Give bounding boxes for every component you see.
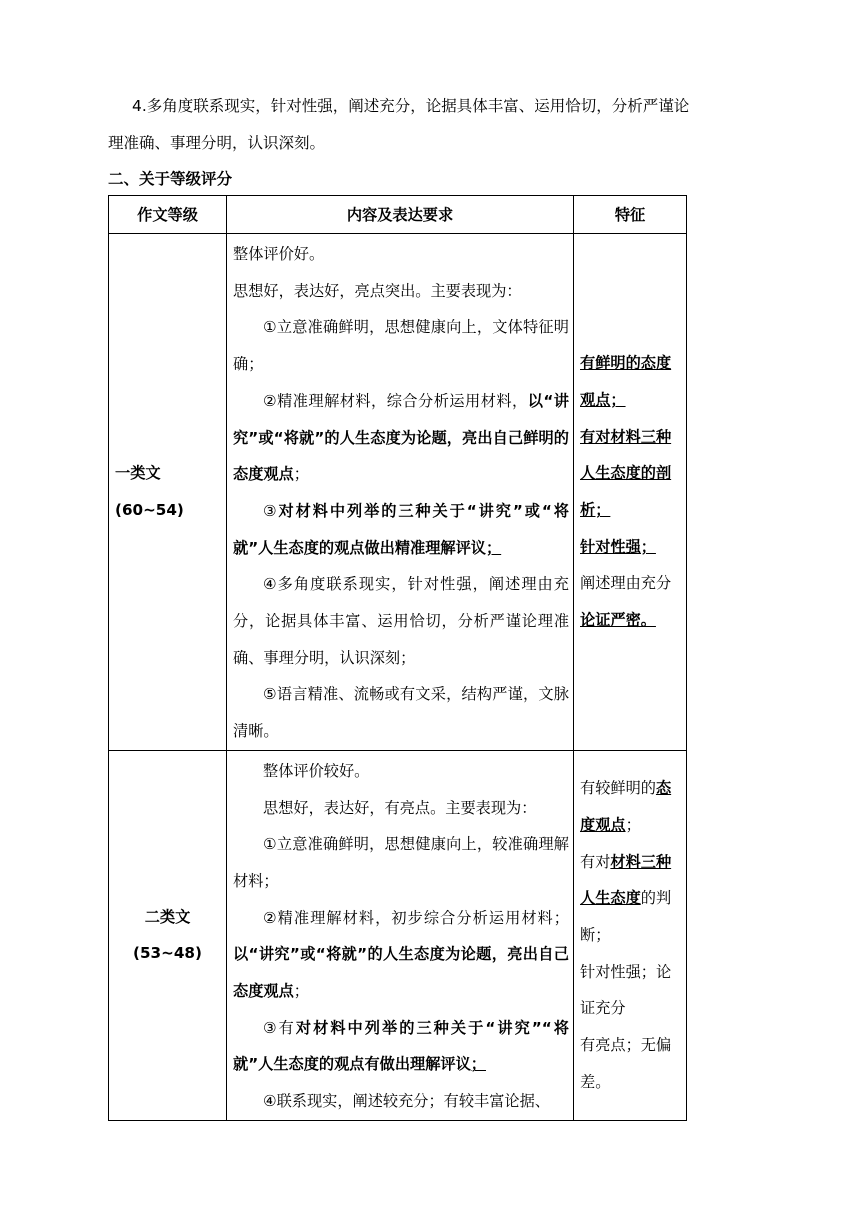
grading-table xyxy=(108,195,687,1121)
intro-line-2: 理准确、事理分明，认识深刻。 xyxy=(108,134,326,152)
section-heading: 二、关于等级评分 xyxy=(108,170,233,188)
req-item-2: ②精准理解材料，综合分析运用材料，以“讲究”或“将就”的人生态度为论题，亮出自己鲜明的态度观点； xyxy=(233,391,569,484)
header-features: 特征 xyxy=(574,196,687,234)
feature-4: 阐述理由充分 xyxy=(580,574,672,593)
grade-label: 二类文 xyxy=(144,907,191,926)
features-cell xyxy=(574,750,687,1120)
req-item-1: ①立意准确鲜明，思想健康向上，较准确理解材料； xyxy=(233,835,569,890)
table-header-row xyxy=(109,196,687,234)
req-item-3: ③有对材料中列举的三种关于“讲究”“将就”人生态度的观点有做出理解评议； xyxy=(233,1018,569,1074)
overall-text: 整体评价好。 xyxy=(233,245,325,263)
header-requirements: 内容及表达要求 xyxy=(227,196,574,234)
feature-3: 针对性强； xyxy=(580,537,656,556)
feature-1: 有较鲜明的态度观点； xyxy=(580,779,672,834)
feature-3: 针对性强；论证充分 xyxy=(580,962,672,1018)
req-item-2: ②精准理解材料，初步综合分析运用材料；以“讲究”或“将就”的人生态度为论题，亮出自己态度观点； xyxy=(233,908,569,1001)
table-row xyxy=(109,234,687,751)
grade-cell xyxy=(109,234,227,751)
feature-2: 有对材料三种人生态度的剖析； xyxy=(580,427,672,519)
requirements-cell xyxy=(227,750,574,1120)
grade-range: (60~54) xyxy=(115,500,184,519)
table-row xyxy=(109,750,687,1120)
feature-2: 有对材料三种人生态度的判断； xyxy=(580,852,672,944)
feature-1: 有鲜明的态度观点； xyxy=(580,354,672,409)
req-item-5: ⑤语言精准、流畅或有文采，结构严谨，文脉清晰。 xyxy=(233,685,569,741)
feature-4: 有亮点；无偏差。 xyxy=(580,1036,672,1091)
header-grade: 作文等级 xyxy=(109,196,227,234)
requirements-cell xyxy=(227,234,574,751)
feature-5: 论证严密。 xyxy=(580,611,656,630)
overall-text: 整体评价较好。 xyxy=(263,761,370,780)
req-item-1: ①立意准确鲜明，思想健康向上，文体特征明确； xyxy=(233,318,569,374)
features-cell xyxy=(574,234,687,751)
main-text: 思想好，表达好，有亮点。主要表现为： xyxy=(263,798,537,817)
intro-line-1: 4.多角度联系现实，针对性强，阐述充分，论据具体丰富、运用恰切，分析严谨论 xyxy=(132,97,690,115)
main-text: 思想好，表达好，亮点突出。主要表现为： xyxy=(233,281,522,300)
req-item-4: ④联系现实，阐述较充分；有较丰富论据、 xyxy=(263,1092,550,1111)
grade-cell xyxy=(109,750,227,1120)
req-item-3: ③对材料中列举的三种关于“讲究”或“将就”人生态度的观点做出精准理解评议； xyxy=(233,501,569,557)
req-item-4: ④多角度联系现实，针对性强，阐述理由充分，论据具体丰富、运用恰切，分析严谨论理准确、事理分明，认识深刻； xyxy=(233,575,569,667)
grade-range: (53~48) xyxy=(133,944,202,963)
grade-label: 一类文 xyxy=(115,464,161,483)
